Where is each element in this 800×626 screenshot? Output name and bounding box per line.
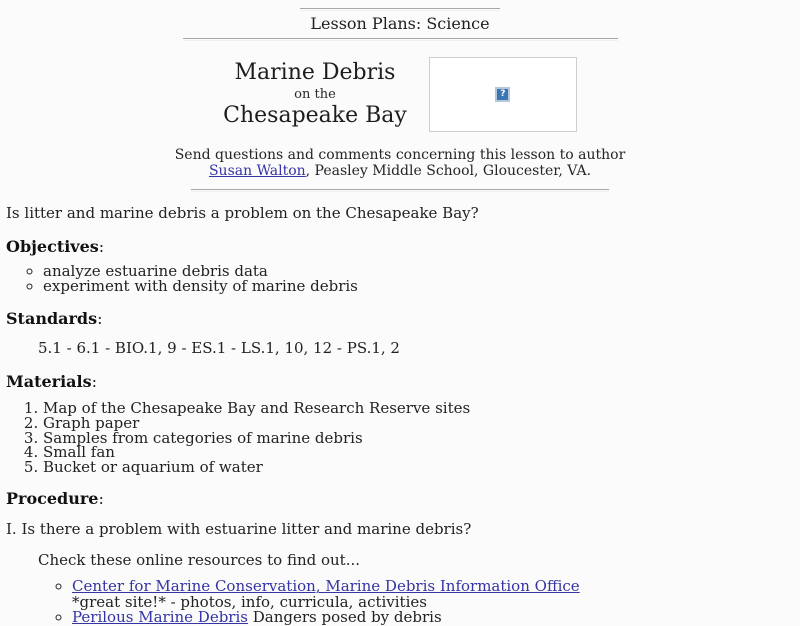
resource-note: *great site!* - photos, info, curricula, activities (72, 592, 427, 611)
materials-item: 2. Graph paper (43, 416, 792, 431)
divider-header (183, 38, 618, 41)
page-header (0, 8, 800, 192)
resource-item (72, 579, 792, 609)
divider-top (300, 8, 500, 11)
materials-list (6, 401, 792, 474)
standards-value: 5.1 - 6.1 - BIO.1, 9 - ES.1 - LS.1, 10, 12 - PS.1, 2 (38, 339, 400, 358)
resource-link-perilous[interactable]: Perilous Marine Debris (72, 607, 248, 626)
author-contact (0, 147, 800, 179)
resource-item (72, 607, 792, 626)
materials-item: 3. Samples from categories of marine debris (43, 431, 792, 446)
broken-image-icon (495, 87, 510, 102)
procedure-sub-instruction: Check these online resources to find out... (38, 551, 361, 570)
intro-question: Is litter and marine debris a problem on the Chesapeake Bay? (6, 204, 479, 222)
procedure-step-1: I. Is there a problem with estuarine litter and marine debris? (6, 520, 472, 539)
site-title: Lesson Plans: Science (310, 14, 490, 33)
title-line-2: on the (294, 87, 336, 102)
title-line-1: Marine Debris (234, 60, 396, 85)
lesson-image-placeholder (429, 57, 577, 132)
author-link[interactable]: Susan Walton (208, 163, 306, 179)
objectives-heading: Objectives: (6, 237, 105, 256)
objectives-item: ◦ analyze estuarine debris data (43, 264, 792, 279)
materials-item: 5. Bucket or aquarium of water (43, 460, 792, 475)
procedure-heading: Procedure: (6, 489, 104, 509)
lesson-content (0, 204, 800, 625)
title-row (0, 57, 800, 132)
lesson-plan-page (0, 8, 800, 626)
materials-item: 1. Map of the Chesapeake Bay and Research Reserve sites (43, 401, 792, 416)
objectives-list (6, 264, 792, 294)
page-title (223, 61, 407, 128)
contact-text-1: Send questions and comments concerning this lesson to author (174, 147, 626, 163)
divider-content (191, 189, 609, 192)
standards-heading: Standards: (6, 309, 103, 329)
objectives-item: ◦ experiment with density of marine debris (43, 279, 792, 294)
resource-link-cmc[interactable]: Center for Marine Conservation, Marine Debris Information Office (72, 577, 580, 596)
resource-note: Dangers posed by debris (252, 607, 442, 626)
resource-links-list (6, 579, 792, 625)
materials-item: 4. Small fan (43, 445, 792, 460)
title-line-3: Chesapeake Bay (223, 103, 407, 128)
contact-text-2: , Peasley Middle School, Gloucester, VA. (305, 163, 592, 179)
broken-image-question-glyph: ? (500, 89, 506, 99)
materials-heading: Materials: (6, 372, 97, 392)
